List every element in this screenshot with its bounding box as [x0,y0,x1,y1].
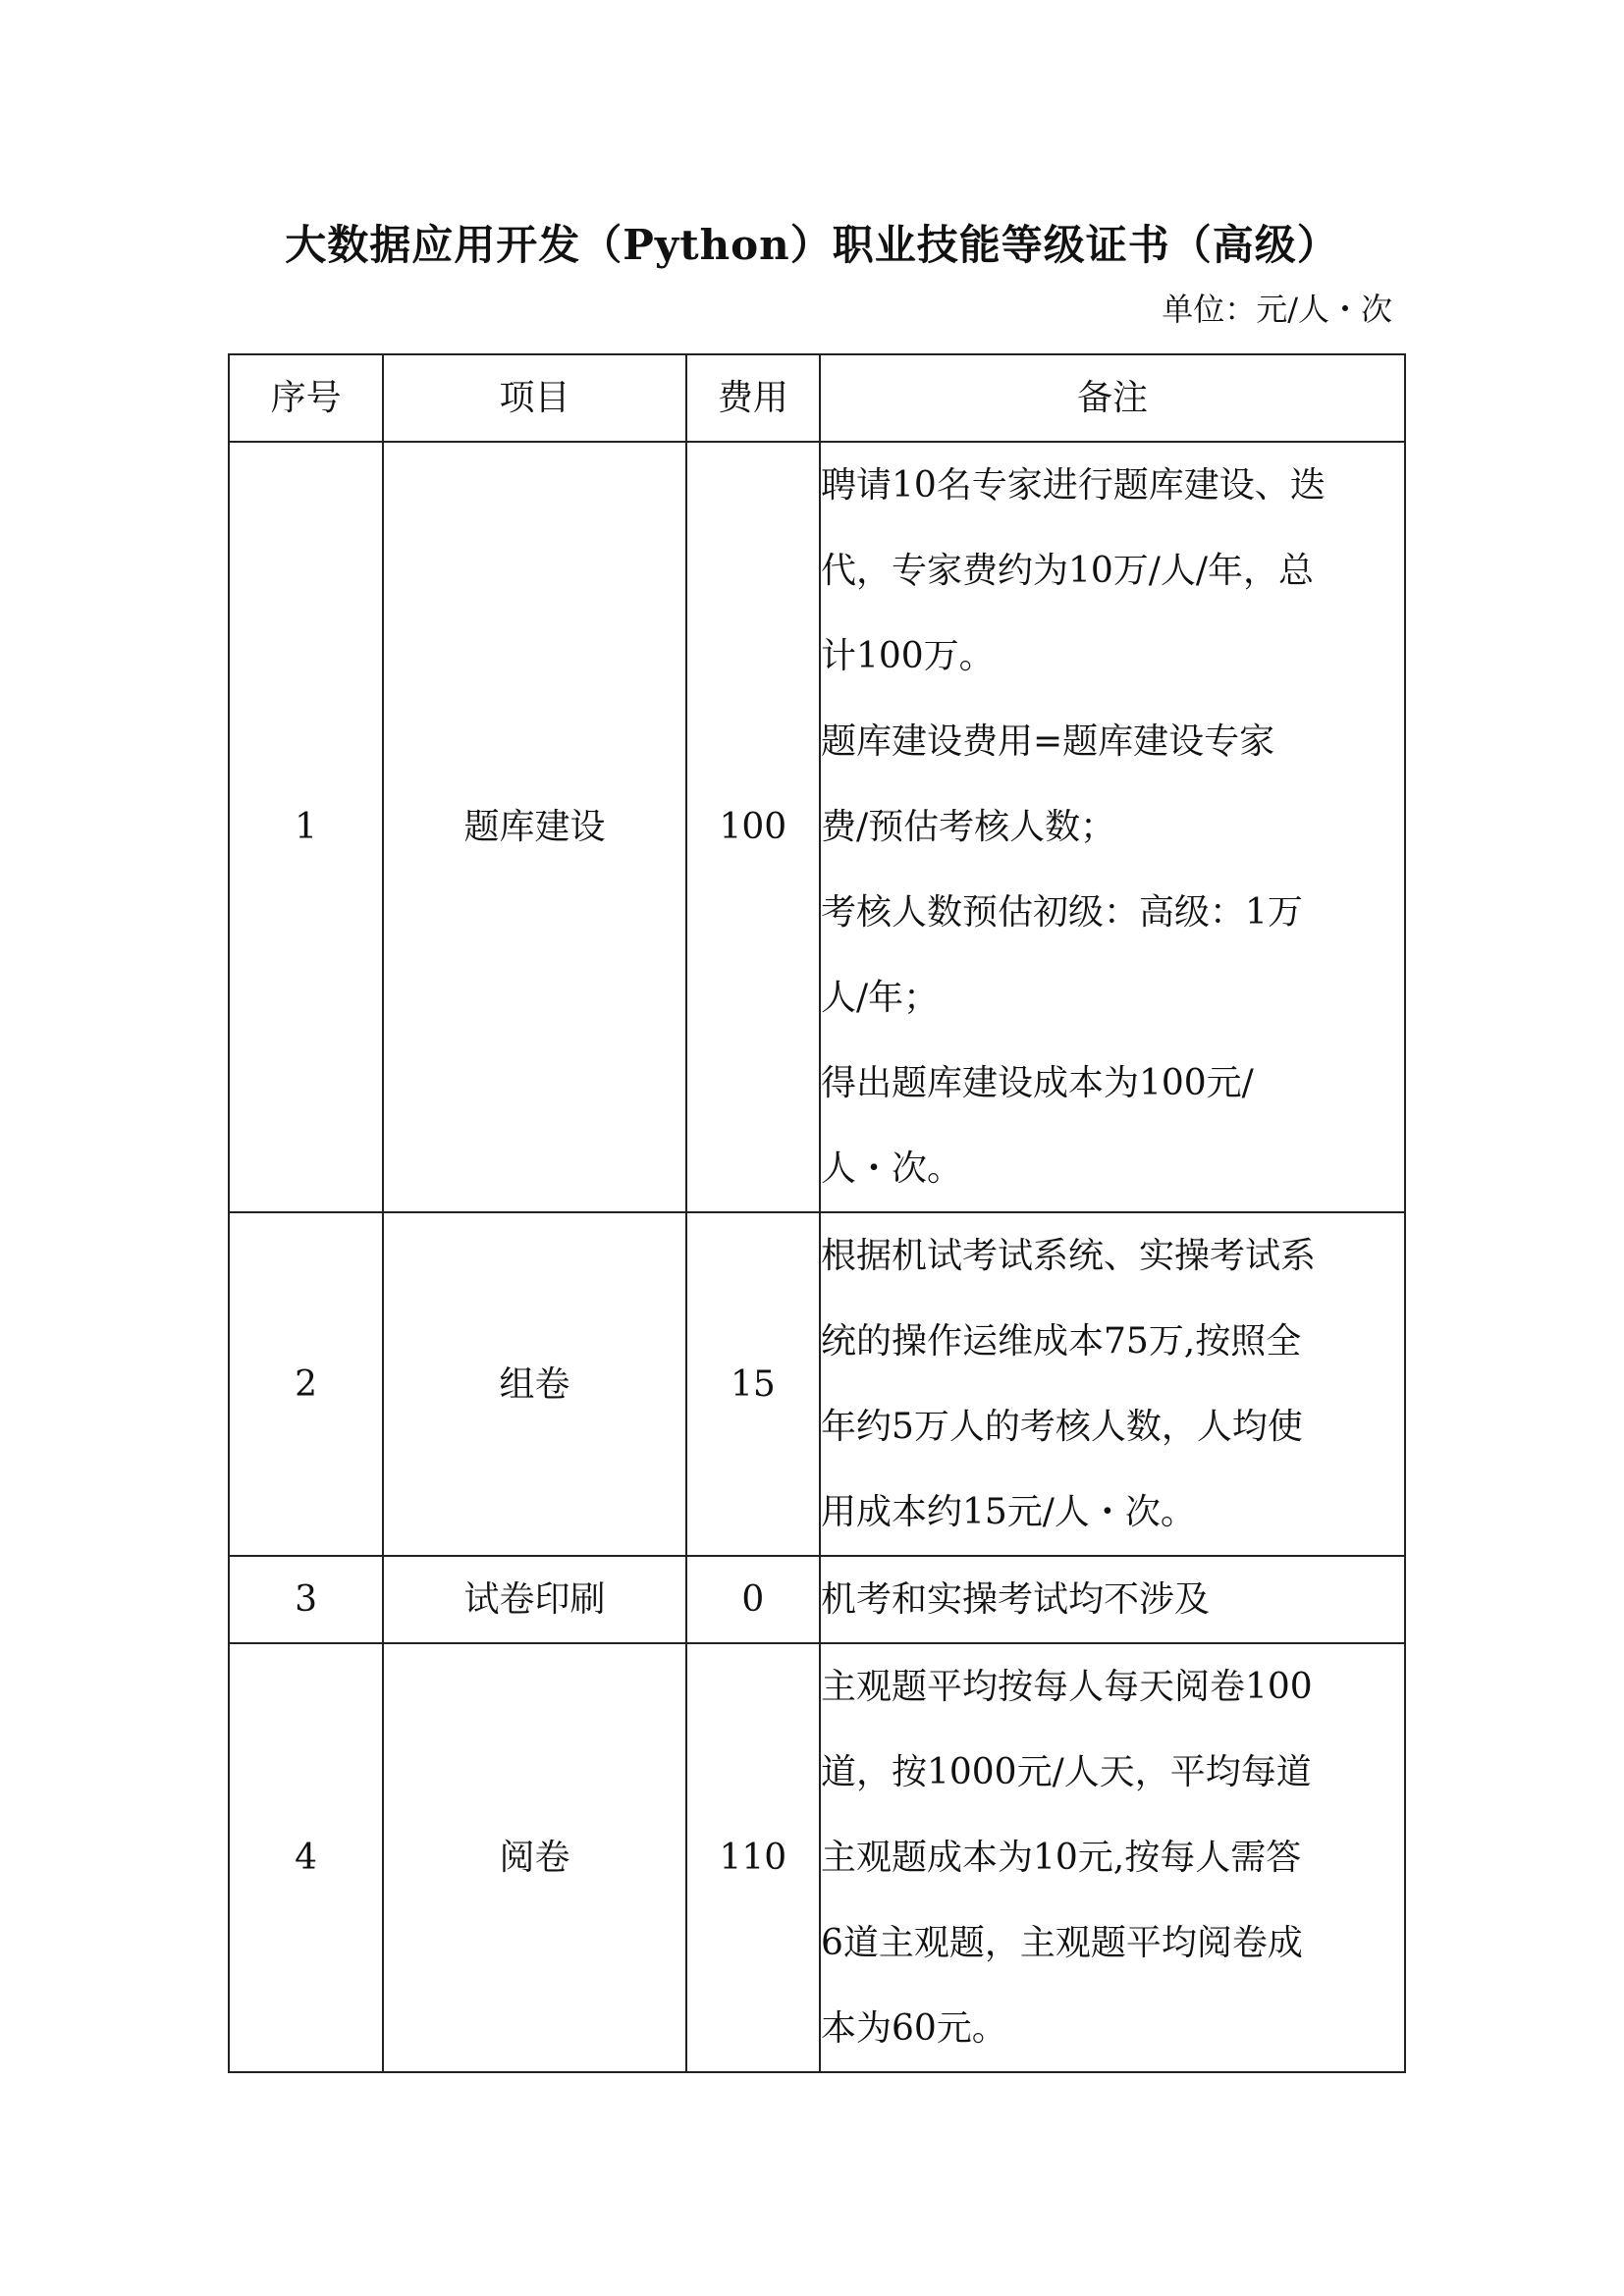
note-line: 聘请10名专家进行题库建设、迭 [820,465,1326,506]
table-row [229,1643,1405,2072]
note-line: 人/年； [820,978,940,1018]
row-fee: 100 [686,442,820,1212]
header-no: 序号 [229,354,383,442]
note-line: 费/预估考核人数； [820,807,1116,847]
header-fee: 费用 [686,354,820,442]
note-line: 机考和实操考试均不涉及 [820,1579,1210,1620]
note-line: 统的操作运维成本75万,按照全 [820,1321,1302,1362]
row-item: 组卷 [383,1212,686,1556]
table-row [229,1212,1405,1556]
note-line: 主观题成本为10元,按每人需答 [820,1838,1302,1878]
header-item: 项目 [383,354,686,442]
note-line: 人・次。 [820,1148,962,1189]
note-line: 年约5万人的考核人数，人均使 [820,1407,1303,1447]
note-line: 代，专家费约为10万/人/年，总 [820,551,1315,591]
note-line: 考核人数预估初级：高级：1万 [820,892,1303,933]
row-note [820,1556,1405,1643]
note-line: 计100万。 [820,636,995,676]
note-line: 道，按1000元/人天，平均每道 [820,1752,1312,1792]
table-row [229,1556,1405,1643]
note-line: 得出题库建设成本为100元/ [820,1063,1254,1103]
note-line: 本为60元。 [820,2008,1007,2049]
row-note [820,442,1405,1212]
row-fee: 15 [686,1212,820,1556]
note-line: 题库建设费用=题库建设专家 [820,721,1275,762]
row-item: 题库建设 [383,442,686,1212]
row-fee: 0 [686,1556,820,1643]
table-header-row [229,354,1405,442]
note-line: 根据机试考试系统、实操考试系 [820,1236,1316,1276]
note-line: 主观题平均按每人每天阅卷100 [820,1667,1313,1707]
row-fee: 110 [686,1643,820,2072]
fee-table [228,353,1406,2073]
row-no: 3 [229,1556,383,1643]
row-no: 2 [229,1212,383,1556]
row-note [820,1643,1405,2072]
row-note [820,1212,1405,1556]
document-title: 大数据应用开发（Python）职业技能等级证书（高级） [285,221,1339,269]
row-no: 1 [229,442,383,1212]
unit-note: 单位：元/人・次 [1162,291,1392,328]
row-item: 阅卷 [383,1643,686,2072]
row-item: 试卷印刷 [383,1556,686,1643]
header-note: 备注 [820,354,1405,442]
note-line: 6道主观题，主观题平均阅卷成 [820,1923,1303,1963]
table-row [229,442,1405,1212]
note-line: 用成本约15元/人・次。 [820,1492,1196,1532]
row-no: 4 [229,1643,383,2072]
